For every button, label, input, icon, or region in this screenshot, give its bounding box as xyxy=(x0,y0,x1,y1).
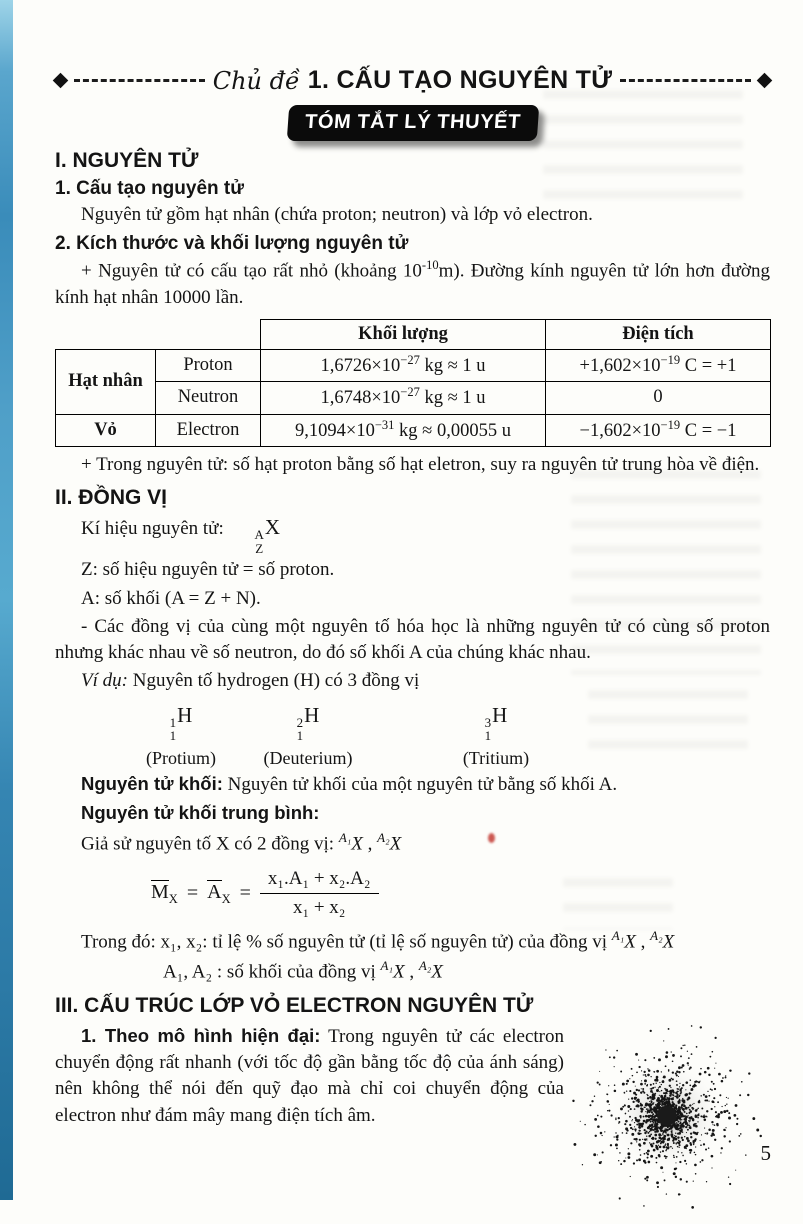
isotope-protium xyxy=(121,703,241,769)
particle-name: Neutron xyxy=(156,382,261,414)
charge-exp: −19 xyxy=(660,417,681,432)
isotope-name: (Deuterium) xyxy=(263,747,353,768)
paragraph-assumption xyxy=(55,829,770,858)
separator: , xyxy=(404,961,419,983)
mass-exp: −31 xyxy=(374,417,395,432)
atomic-mass-label: Nguyên tử khối: xyxy=(81,772,223,794)
nuclide-notation-stack xyxy=(229,528,264,555)
mass-exp: −27 xyxy=(400,385,420,400)
isotope-symbol: X xyxy=(624,931,636,953)
mass-rest: kg ≈ 1 u xyxy=(419,388,486,409)
isotope-name: (Protium) xyxy=(146,747,216,768)
charge-exp: −19 xyxy=(660,353,681,368)
particle-name: Proton xyxy=(156,350,261,382)
summary-badge: TÓM TẮT LÝ THUYẾT xyxy=(286,105,538,141)
table-corner-blank xyxy=(56,319,261,349)
subheading-atom-structure: 1. Cấu tạo nguyên tử xyxy=(55,178,244,199)
fraction xyxy=(260,868,379,919)
paragraph-Z-definition xyxy=(55,557,770,583)
size-exponent: -10 xyxy=(421,258,439,273)
M-bar: M xyxy=(151,880,169,903)
isotope-sup-2: A₂ xyxy=(650,927,663,943)
electron-charge xyxy=(546,414,771,446)
isotope-notation xyxy=(121,703,241,743)
proton-charge xyxy=(546,350,771,382)
atomic-number: 1 xyxy=(296,728,304,744)
A1-A2-text: A₁, A₂ : số khối của đồng vị xyxy=(163,961,381,983)
paragraph-notation xyxy=(55,513,770,555)
z-definition-text: Z: số hiệu nguyên tử = số proton. xyxy=(81,559,335,581)
mass-exp: −27 xyxy=(400,353,420,368)
fraction-numerator: x₁.A₁ + x₂.A₂ xyxy=(260,868,379,894)
table-header-row xyxy=(56,319,771,349)
notation-label: Kí hiệu nguyên tử: xyxy=(81,518,229,540)
M-subscript: X xyxy=(168,891,178,906)
atomic-number: 1 xyxy=(169,728,177,744)
modern-model-text: Trong nguyên tử các electron chuyển động rất nhanh (với tốc độ gần bằng tốc độ của ánh sáng) nên không thể nói đến quỹ đạo mà chỉ coi chuyển động của electron như đám mây mang điện tích âm. xyxy=(55,1025,565,1126)
particle-name: Electron xyxy=(156,414,261,446)
left-diamond-ornament xyxy=(53,73,69,89)
book-spine-edge xyxy=(0,0,13,1200)
section-3-heading: III. CẤU TRÚC LỚP VỎ ELECTRON NGUYÊN TỬ xyxy=(55,993,534,1017)
atomic-number: 1 xyxy=(484,728,492,744)
isotope-notation xyxy=(241,703,375,743)
column-header-mass: Khối lượng xyxy=(261,319,546,349)
electron-cloud-figure xyxy=(564,1013,770,1219)
proton-mass xyxy=(261,350,546,382)
isotope-sup-1: A₁ xyxy=(611,927,625,943)
section-3-body xyxy=(55,1021,770,1219)
left-dashed-line xyxy=(74,79,205,82)
right-diamond-ornament xyxy=(757,73,773,89)
mass-number-A: A xyxy=(254,527,264,543)
neutron-mass xyxy=(261,382,546,414)
isotope-sup-1: A₁ xyxy=(338,830,352,846)
right-dashed-line xyxy=(620,79,751,82)
equals-sign: = xyxy=(186,881,199,904)
isotope-symbol: X xyxy=(662,931,675,953)
row-group-shell: Vỏ xyxy=(56,414,156,446)
element-symbol-X: X xyxy=(264,515,281,540)
electron-mass xyxy=(261,414,546,446)
paragraph-A1-A2 xyxy=(163,957,770,986)
chapter-label: Chủ đề xyxy=(212,66,300,95)
mass-rest: kg ≈ 0,00055 u xyxy=(394,420,511,441)
paragraph-modern-model xyxy=(55,1023,564,1129)
neutron-charge xyxy=(546,382,771,414)
chapter-title: 1. CẤU TẠO NGUYÊN TỬ xyxy=(307,66,613,94)
mean-A-term xyxy=(207,880,230,907)
isotope-symbol: X xyxy=(389,833,402,855)
isotope-symbol: X xyxy=(351,833,363,855)
element-symbol: H xyxy=(304,702,320,727)
summary-badge-row xyxy=(55,105,770,141)
element-symbol: H xyxy=(177,702,193,727)
where-text: Trong đó: x₁, x₂: tỉ lệ % số nguyên tử (tỉ lệ số nguyên tử) của đồng vị xyxy=(81,931,612,953)
separator: , xyxy=(362,833,378,855)
isotope-tritium xyxy=(421,703,571,769)
mass-rest: kg ≈ 1 u xyxy=(419,356,486,377)
A-bar: A xyxy=(207,880,222,903)
hydrogen-isotopes-row xyxy=(55,703,770,769)
paragraph-isotope-definition xyxy=(55,614,770,666)
equals-sign: = xyxy=(239,881,251,904)
isotope-notation xyxy=(421,703,571,743)
charge-rest: C = +1 xyxy=(680,356,737,377)
atomic-mass-text: Nguyên tử khối của một nguyên tử bằng số khối A. xyxy=(222,773,618,795)
subheading-size-mass: 2. Kích thước và khối lượng nguyên tử xyxy=(55,233,409,255)
charge-base: +1,602×10 xyxy=(579,356,661,377)
example-text: Nguyên tố hydrogen (H) có 3 đồng vị xyxy=(127,670,420,692)
size-text-pre: + Nguyên tử có cấu tạo rất nhỏ (khoảng 10 xyxy=(81,260,422,282)
isotope-symbol: X xyxy=(392,961,405,983)
mass-number: 2 xyxy=(296,714,304,730)
isotope-sup-2: A₂ xyxy=(418,958,432,974)
paragraph-where xyxy=(55,927,770,956)
assumption-text: Giả sử nguyên tố X có 2 đồng vị: xyxy=(81,833,339,855)
charge-base: −1,602×10 xyxy=(579,420,661,441)
mass-base: 9,1094×10 xyxy=(295,420,375,441)
row-group-nucleus: Hạt nhân xyxy=(56,350,156,415)
isotope-deuterium xyxy=(241,703,375,769)
mass-number: 1 xyxy=(169,714,177,730)
mean-M-term xyxy=(151,880,178,907)
table-row-proton xyxy=(56,350,771,382)
table-row-electron xyxy=(56,414,771,446)
isotope-symbol: X xyxy=(431,961,443,983)
charge-base: 0 xyxy=(653,387,663,408)
mass-base: 1,6748×10 xyxy=(320,388,401,409)
table-row-neutron xyxy=(56,382,771,414)
element-symbol: H xyxy=(492,702,508,727)
atomic-number-Z: Z xyxy=(255,540,264,556)
atom-structure-text: Nguyên tử gồm hạt nhân (chứa proton; neutron) và lớp vỏ electron. xyxy=(81,204,593,225)
paragraph-atom-size xyxy=(55,257,770,311)
page-number: 5 xyxy=(760,1141,771,1165)
paragraph-atomic-mass xyxy=(55,771,770,798)
average-mass-formula xyxy=(151,868,770,919)
modern-model-label: 1. Theo mô hình hiện đại: xyxy=(81,1024,321,1046)
charge-rest: C = −1 xyxy=(680,420,737,441)
column-header-charge: Điện tích xyxy=(546,319,771,349)
A-subscript: X xyxy=(221,891,231,906)
section-1-heading: I. NGUYÊN TỬ xyxy=(55,149,199,172)
heading-average-atomic-mass xyxy=(55,800,770,827)
paragraph-example xyxy=(55,668,770,694)
example-label: Ví dụ: xyxy=(81,670,128,692)
isotope-sup-1: A₁ xyxy=(380,958,393,974)
paragraph-neutrality xyxy=(55,452,770,478)
average-mass-label: Nguyên tử khối trung bình: xyxy=(81,802,320,824)
a-definition-text: A: số khối (A = Z + N). xyxy=(81,587,261,609)
isotope-name: (Tritium) xyxy=(462,747,530,768)
paragraph-A-definition xyxy=(55,586,770,612)
separator: , xyxy=(635,931,651,953)
mass-base: 1,6726×10 xyxy=(320,356,401,377)
paragraph-atom-structure xyxy=(55,202,770,228)
mass-number: 3 xyxy=(484,714,492,730)
isotope-sup-2: A₂ xyxy=(377,830,390,846)
particles-table xyxy=(55,319,771,447)
fraction-denominator: x₁ + x₂ xyxy=(292,896,346,918)
isotope-definition-text: - Các đồng vị của cùng một nguyên tố hóa học là những nguyên tử có cùng số proton nhưng khác nhau về số neutron, do đó số khối A của chúng khác nhau. xyxy=(55,615,770,664)
electron-cloud-image xyxy=(564,1013,770,1219)
size-text-post: m). Đường kính nguyên tử lớn hơn đường kính hạt nhân 10000 lần. xyxy=(55,260,770,308)
chapter-header xyxy=(55,66,770,95)
section-2-heading: II. ĐỒNG VỊ xyxy=(55,486,168,510)
neutrality-text: + Trong nguyên tử: số hạt proton bằng số hạt eletron, suy ra nguyên tử trung hòa về điện. xyxy=(81,453,760,475)
